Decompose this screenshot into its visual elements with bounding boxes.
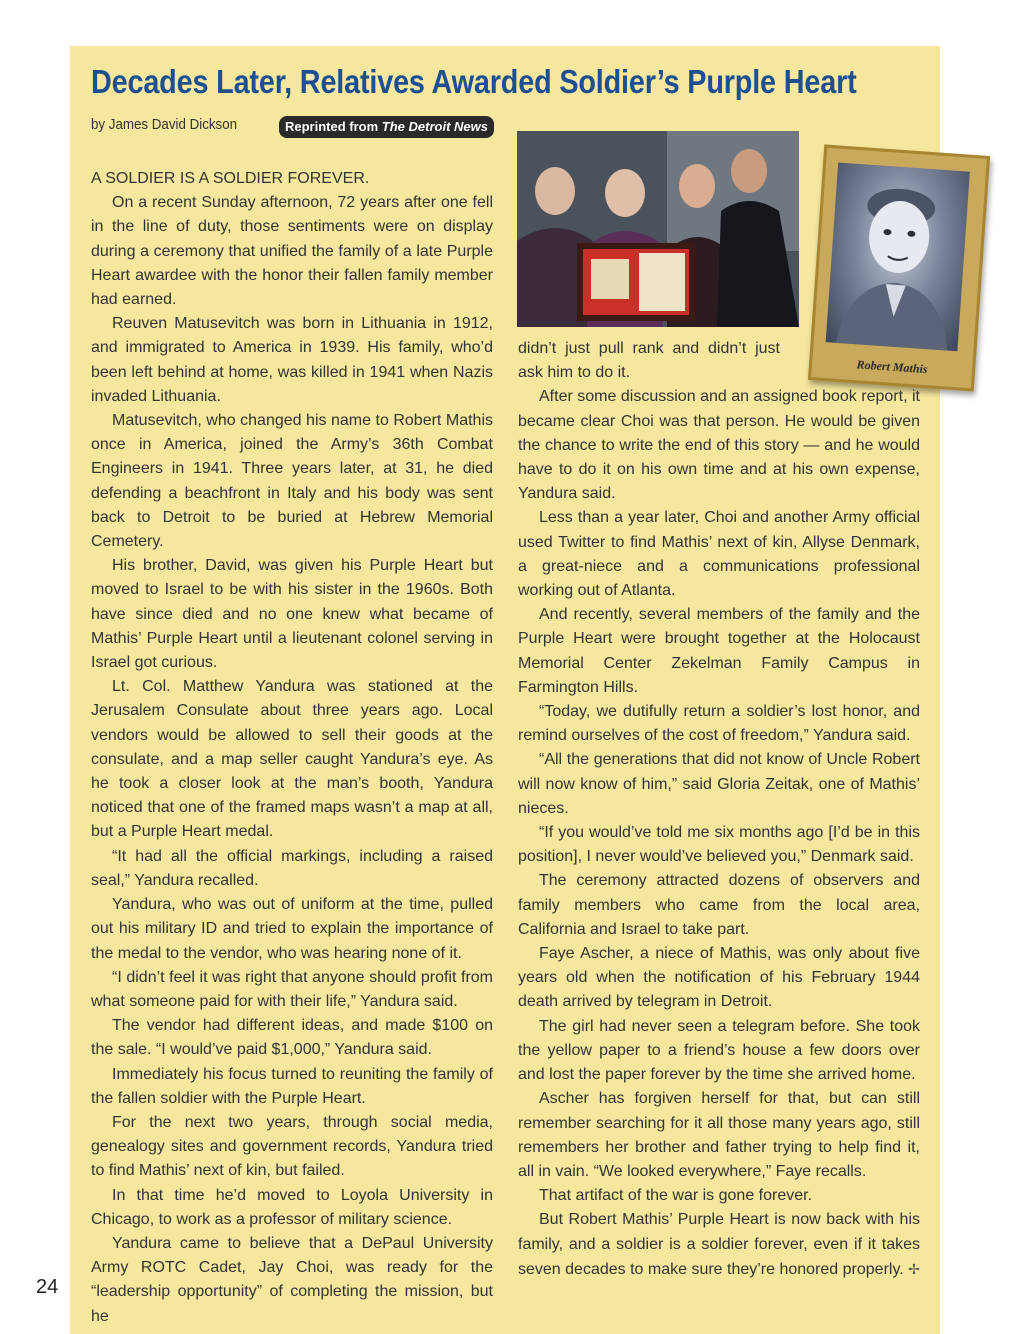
- paragraph: Less than a year later, Choi and another Army official used Twitter to find Mathis’ next of kin, Allyse Denmark, a great-niece and a communications professional working out of Atlanta.: [518, 509, 920, 600]
- paragraph: That artifact of the war is gone forever.: [539, 1187, 813, 1205]
- byline: by James David Dickson: [91, 117, 238, 133]
- paragraph: Yandura came to believe that a DePaul University Army ROTC Cadet, Jay Choi, was ready for the “leadership opportunity” of completing the mission, but he: [91, 1234, 493, 1325]
- reprint-badge: [279, 116, 494, 138]
- paragraph: And recently, several members of the family and the Purple Heart were brought together at the Holocaust Memorial Center Zekelman Family Campus in Farmington Hills.: [518, 606, 920, 696]
- article-column-right: [518, 337, 920, 1282]
- paragraph: didn’t just pull rank and didn’t just ask him to do it.: [518, 340, 780, 382]
- paragraph: “If you would’ve told me six months ago [I’d be in this position], I never would’ve believed you,” Denmark said.: [518, 824, 920, 866]
- paragraph: In that time he’d moved to Loyola University in Chicago, to work as a professor of military science.: [91, 1186, 493, 1228]
- portrait-caption: Robert Mathis: [856, 357, 928, 377]
- article-headline: Decades Later, Relatives Awarded Soldier’s Purple Heart: [91, 64, 857, 101]
- paragraph: A SOLDIER IS A SOLDIER FOREVER.: [91, 170, 370, 187]
- paragraph: “Today, we dutifully return a soldier’s lost honor, and remind ourselves of the cost of freedom,” Yandura said.: [518, 703, 920, 745]
- paragraph: Yandura, who was out of uniform at the time, pulled out his military ID and tried to explain the importance of the medal to the vendor, who was hearing none of it.: [91, 896, 493, 962]
- paragraph: Lt. Col. Matthew Yandura was stationed at the Jerusalem Consulate about three years ago. Local vendors would be allowed to sell their goods at the consulate, and a map seller caught Yandura’s eye. As he took a closer look at the man’s booth, Yandura noticed that one of the framed maps wasn’t a map at all, but a Purple Heart medal.: [91, 678, 493, 841]
- paragraph: On a recent Sunday afternoon, 72 years after one fell in the line of duty, those sentiments were on display during a ceremony that unified the family of a late Purple Heart awardee with the honor their fallen family member had earned.: [91, 194, 493, 309]
- article-column-left: [91, 167, 493, 1329]
- paragraph: Ascher has forgiven herself for that, but can still remember searching for it all those many years ago, still remembers her brother and father trying to help find it, all in vain. “We looked everywhere,” Faye recalls.: [518, 1090, 920, 1180]
- paragraph: Matusevitch, who changed his name to Robert Mathis once in America, joined the Army’s 36th Combat Engineers in 1941. Three years later, at 31, he died defending a beachfront in Italy and his body was sent back to Detroit to be buried at Hebrew Memorial Cemetery.: [91, 412, 493, 551]
- paragraph: “I didn’t feel it was right that anyone should profit from what someone paid for with their life,” Yandura said.: [91, 968, 493, 1010]
- paragraph: Faye Ascher, a niece of Mathis, was only about five years old when the notification of his February 1944 death arrived by telegram in Detroit.: [518, 945, 920, 1011]
- portrait-photo: [826, 163, 970, 352]
- end-mark-icon: ✢: [908, 1260, 920, 1277]
- paragraph: After some discussion and an assigned book report, it became clear Choi was that person. He would be given the chance to write the end of this story — and he would have to do it on his own time and at his own expense, Yandura said.: [518, 388, 920, 503]
- portrait-illustration: [826, 163, 970, 352]
- closing-text: But Robert Mathis’ Purple Heart is now back with his family, and a soldier is a soldier forever, even if it takes seven decades to make sure they’re honored properly.: [518, 1211, 920, 1278]
- paragraph: The vendor had different ideas, and made $100 on the sale. “I would’ve paid $1,000,” Yandura said.: [91, 1017, 493, 1059]
- paragraph: His brother, David, was given his Purple Heart but moved to Israel to be with his sister in the 1960s. Both have since died and no one knew what became of Mathis’ Purple Heart until a lieutenant colonel serving in Israel got curious.: [91, 557, 493, 672]
- ceremony-photo-illustration: [517, 131, 799, 327]
- paragraph: Reuven Matusevitch was born in Lithuania in 1912, and immigrated to America in 1939. His family, who’d been left behind at home, was killed in 1941 when Nazis invaded Lithuania.: [91, 315, 493, 405]
- reprint-source: The Detroit News: [381, 119, 488, 134]
- paragraph: The ceremony attracted dozens of observers and family members who came from the local area, California and Israel to take part.: [518, 872, 920, 938]
- paragraph: “All the generations that did not know of Uncle Robert will now know of him,” said Gloria Zeitak, one of Mathis’ nieces.: [518, 751, 920, 817]
- reprint-prefix: Reprinted from: [285, 119, 382, 134]
- paragraph: [518, 1208, 920, 1282]
- page-number: 24: [36, 1276, 59, 1298]
- paragraph: “It had all the official markings, including a raised seal,” Yandura recalled.: [91, 847, 493, 889]
- paragraph: For the next two years, through social media, genealogy sites and government records, Yandura tried to find Mathis’ next of kin, but failed.: [91, 1113, 493, 1180]
- paragraph: Immediately his focus turned to reuniting the family of the fallen soldier with the Purple Heart.: [91, 1065, 493, 1107]
- paragraph: The girl had never seen a telegram before. She took the yellow paper to a friend’s house a few doors over and lost the paper forever by the time she arrived home.: [518, 1017, 920, 1084]
- ceremony-photo: [517, 131, 799, 327]
